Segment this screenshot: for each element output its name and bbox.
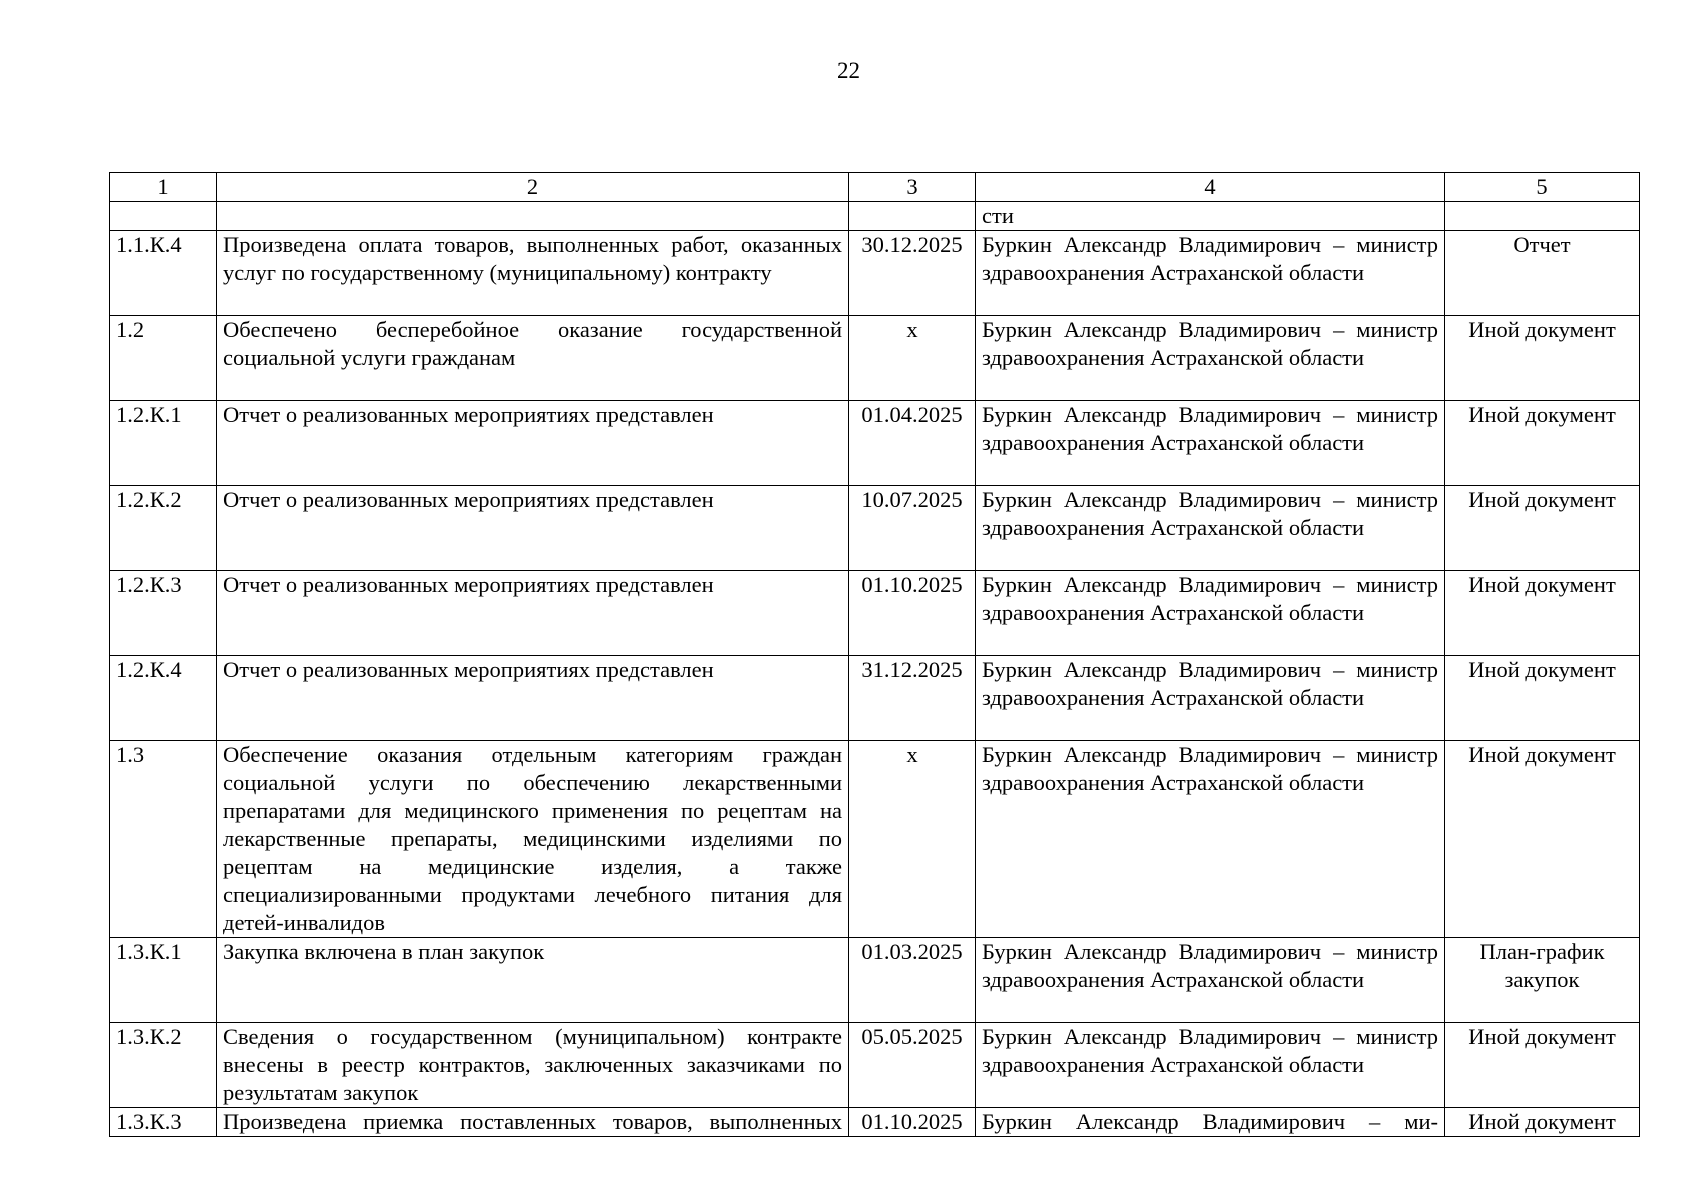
row-code [110,202,217,231]
row-event: Отчет о реализованных мероприятиях представлен [217,656,849,741]
row-code: 1.1.К.4 [110,231,217,316]
table-row [110,316,1640,401]
row-event: Обеспечение оказания отдельным категориям граждан социальной услуги по обеспечению лекарственными препаратами для медицинского применения по рецептам на лекарственные препараты, медицинскими изделиями по рецептам на медицинские изделия, а также специализированными продуктами лечебного питания для детей-инвалидов [217,741,849,938]
row-document: Иной документ [1445,486,1640,571]
column-number-4: 4 [976,173,1445,202]
row-code: 1.2.К.1 [110,401,217,486]
table-row [110,1023,1640,1108]
row-code: 1.2.К.4 [110,656,217,741]
row-document [1445,202,1640,231]
control-points-table [109,172,1640,1137]
row-responsible: Буркин Александр Владимирович – министр здравоохранения Астраханской области [976,231,1445,316]
row-event: Закупка включена в план закупок [217,938,849,1023]
row-date [849,202,976,231]
table-row [110,401,1640,486]
row-event: Отчет о реализованных мероприятиях представлен [217,486,849,571]
row-document: Иной документ [1445,401,1640,486]
row-code: 1.2.К.3 [110,571,217,656]
row-date: 01.03.2025 [849,938,976,1023]
table-row [110,571,1640,656]
row-document: План-график закупок [1445,938,1640,1023]
table-row [110,1108,1640,1137]
row-document: Иной документ [1445,316,1640,401]
row-responsible: сти [976,202,1445,231]
row-code: 1.3 [110,741,217,938]
row-responsible: Буркин Александр Владимирович – министр здравоохранения Астраханской области [976,938,1445,1023]
row-date: x [849,741,976,938]
row-document: Отчет [1445,231,1640,316]
row-document: Иной документ [1445,571,1640,656]
row-responsible: Буркин Александр Владимирович – ми- [976,1108,1445,1137]
row-code: 1.2.К.2 [110,486,217,571]
table-row [110,486,1640,571]
row-code: 1.3.К.2 [110,1023,217,1108]
row-date: 05.05.2025 [849,1023,976,1108]
column-number-1: 1 [110,173,217,202]
row-event: Отчет о реализованных мероприятиях представлен [217,401,849,486]
row-code: 1.2 [110,316,217,401]
row-document: Иной документ [1445,1023,1640,1108]
row-responsible: Буркин Александр Владимирович – министр здравоохранения Астраханской области [976,1023,1445,1108]
row-document: Иной документ [1445,1108,1640,1137]
column-number-3: 3 [849,173,976,202]
row-responsible: Буркин Александр Владимирович – министр здравоохранения Астраханской области [976,656,1445,741]
row-event: Обеспечено бесперебойное оказание государственной социальной услуги гражданам [217,316,849,401]
row-date: 01.10.2025 [849,1108,976,1137]
column-number-5: 5 [1445,173,1640,202]
page-number: 22 [837,58,860,83]
row-date: 31.12.2025 [849,656,976,741]
row-date: x [849,316,976,401]
table-row [110,231,1640,316]
table-row [110,938,1640,1023]
row-responsible: Буркин Александр Владимирович – министр здравоохранения Астраханской области [976,401,1445,486]
column-number-2: 2 [217,173,849,202]
row-date: 10.07.2025 [849,486,976,571]
row-responsible: Буркин Александр Владимирович – министр здравоохранения Астраханской области [976,316,1445,401]
row-date: 01.04.2025 [849,401,976,486]
row-event: Отчет о реализованных мероприятиях представлен [217,571,849,656]
row-responsible: Буркин Александр Владимирович – министр здравоохранения Астраханской области [976,571,1445,656]
table-row [110,741,1640,938]
row-event [217,202,849,231]
row-event: Произведена оплата товаров, выполненных работ, оказанных услуг по государственному (муниципальному) контракту [217,231,849,316]
row-code: 1.3.К.1 [110,938,217,1023]
row-responsible: Буркин Александр Владимирович – министр здравоохранения Астраханской области [976,741,1445,938]
row-document: Иной документ [1445,656,1640,741]
table-header-row [110,173,1640,202]
row-date: 01.10.2025 [849,571,976,656]
continuation-row [110,202,1640,231]
row-event: Произведена приемка поставленных товаров, выполненных [217,1108,849,1137]
row-document: Иной документ [1445,741,1640,938]
table-row [110,656,1640,741]
row-code: 1.3.К.3 [110,1108,217,1137]
row-date: 30.12.2025 [849,231,976,316]
row-event: Сведения о государственном (муниципальном) контракте внесены в реестр контрактов, заключенных заказчиками по результатам закупок [217,1023,849,1108]
row-responsible: Буркин Александр Владимирович – министр здравоохранения Астраханской области [976,486,1445,571]
